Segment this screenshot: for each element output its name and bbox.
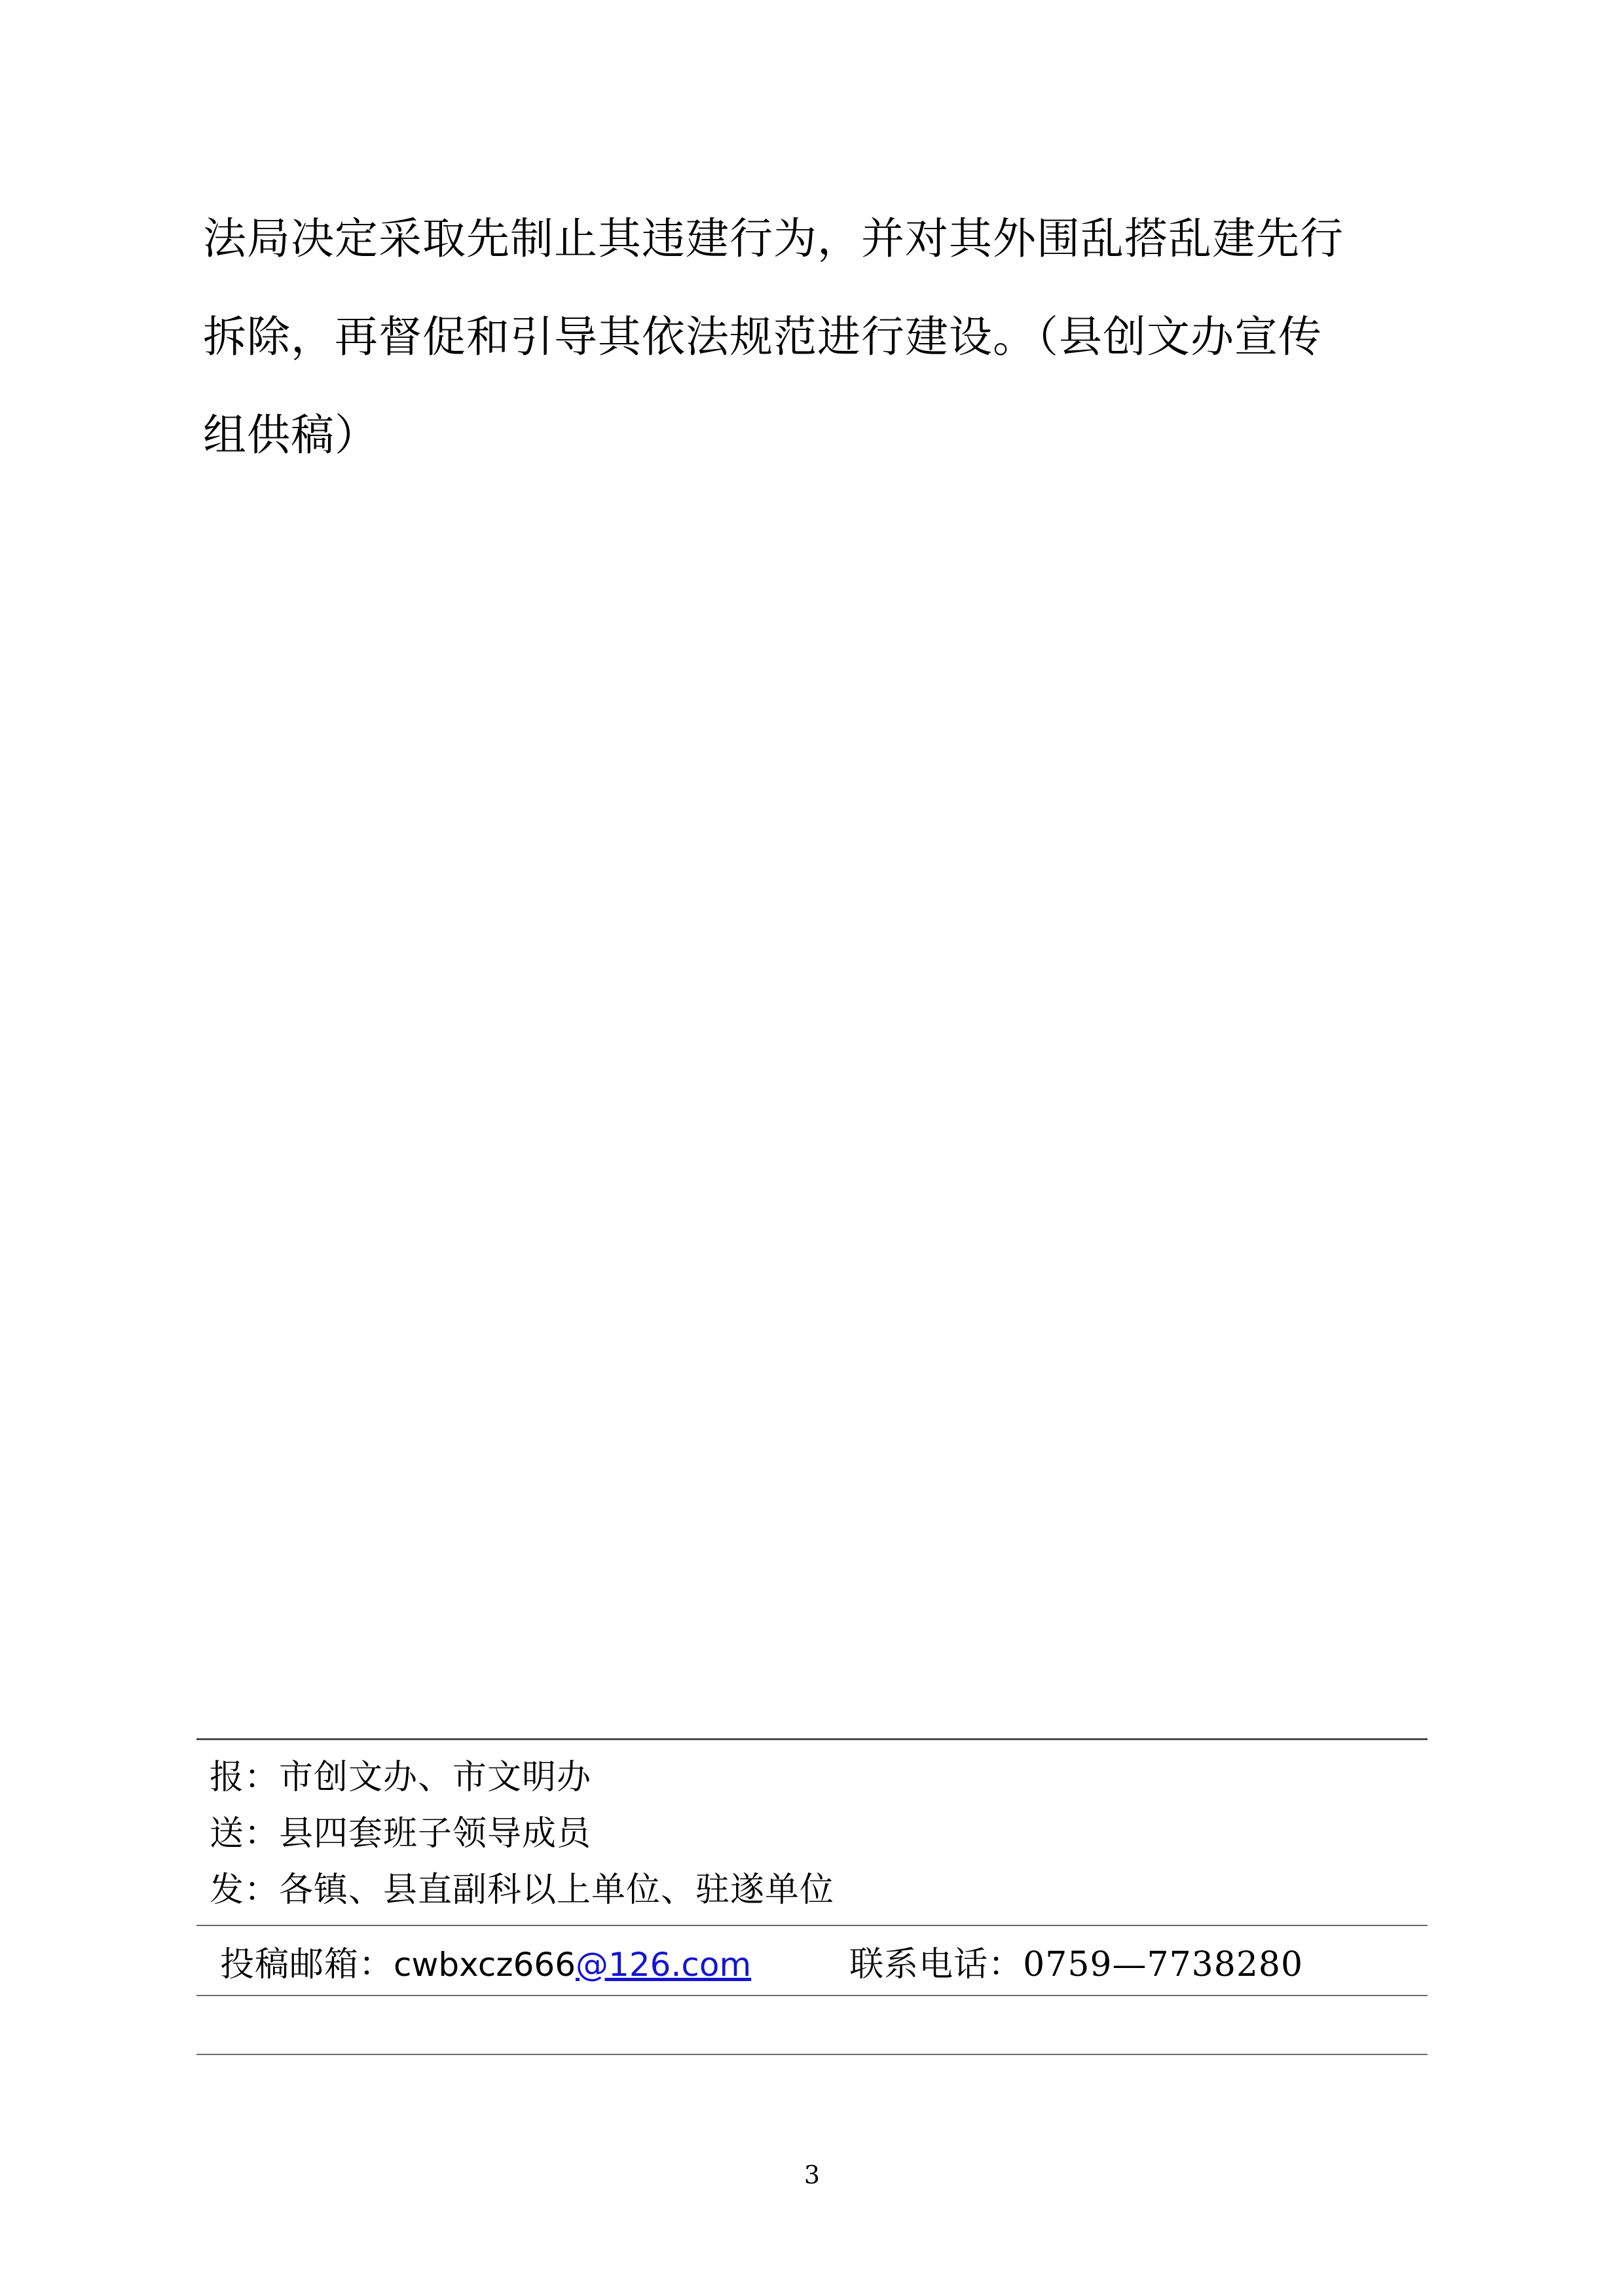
email-domain-link[interactable]: @126.com xyxy=(576,1946,752,1984)
footer-bottom-divider xyxy=(196,2054,1428,2055)
body-line-1: 法局决定采取先制止其违建行为，并对其外围乱搭乱建先行 xyxy=(203,213,1344,264)
footer-spacer xyxy=(196,1996,1428,2054)
phone-value: 0759—7738280 xyxy=(1023,1945,1304,1984)
body-paragraph xyxy=(203,190,1424,484)
distribution-list xyxy=(196,1740,1428,1925)
distribution-line-issue: 发：各镇、县直副科以上单位、驻遂单位 xyxy=(210,1870,835,1910)
footer-block xyxy=(196,1738,1428,2055)
contact-row xyxy=(196,1926,1428,1995)
body-line-3: 组供稿） xyxy=(203,410,378,460)
distribution-line-send: 送：县四套班子领导成员 xyxy=(210,1814,592,1853)
email-label: 投稿邮箱： xyxy=(220,1945,394,1984)
phone-label: 联系电话： xyxy=(849,1945,1024,1984)
body-line-2: 拆除，再督促和引导其依法规范进行建设。（县创文办宣传 xyxy=(203,312,1322,362)
distribution-line-report: 报：市创文办、市文明办 xyxy=(210,1758,592,1797)
email-local-part: cwbxcz666 xyxy=(394,1946,576,1984)
page-number: 3 xyxy=(803,2160,821,2189)
